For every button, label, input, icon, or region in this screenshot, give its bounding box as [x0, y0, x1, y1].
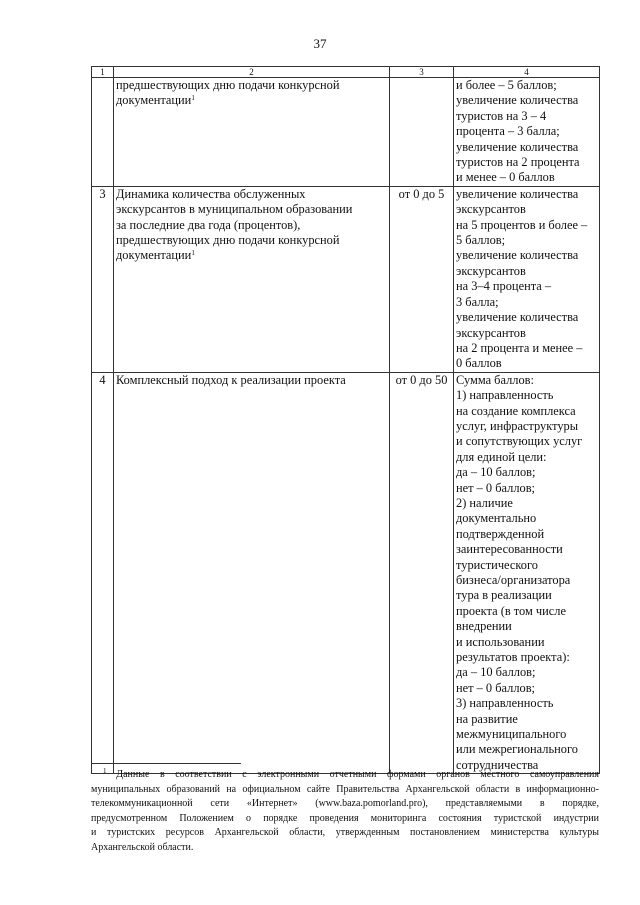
header-cell: 4 [454, 67, 600, 78]
scoring-line [456, 496, 597, 511]
scoring-line [456, 264, 597, 279]
footnote-line [91, 783, 599, 798]
scoring-line [456, 727, 597, 742]
footnote-line [91, 841, 599, 856]
scoring-line-text: на 5 процентов и более – [456, 217, 588, 232]
scoring-line-text: услуг, инфраструктуры [456, 418, 579, 433]
scoring-cell [454, 372, 600, 774]
scoring-line-text: и использовании [456, 634, 545, 649]
table-header-row [92, 67, 600, 78]
scoring-line-text: увеличение количества [456, 93, 579, 108]
scoring-line [456, 248, 597, 263]
scoring-line-text: результатов проекта): [456, 650, 570, 665]
scoring-line-text: и сопутствующих услуг [456, 434, 583, 449]
scoring-cell [454, 186, 600, 372]
scoring-line-text: 3) направленность [456, 696, 554, 711]
scoring-line-text: 0 баллов [456, 356, 502, 371]
scoring-line [456, 619, 597, 634]
footnote-line [91, 768, 599, 783]
scoring-line [456, 310, 597, 325]
footnote-line-text: предусмотренном Положением о порядке проведения мониторинга состояния туристской индустрии [91, 812, 599, 824]
row-number: 4 [92, 372, 114, 774]
scoring-line [456, 527, 597, 542]
footnote-line [91, 812, 599, 827]
scoring-line [456, 650, 597, 665]
header-cell: 2 [114, 67, 390, 78]
scoring-line [456, 326, 597, 341]
header-cell: 1 [92, 67, 114, 78]
scoring-line [456, 558, 597, 573]
scoring-line [456, 573, 597, 588]
scoring-line [456, 635, 597, 650]
scoring-line-text: нет – 0 баллов; [456, 680, 535, 695]
criterion-cell [114, 78, 390, 187]
criterion-line-text: Динамика количества обслуженных [116, 186, 306, 201]
scoring-line [456, 373, 597, 388]
scoring-line [456, 341, 597, 356]
header-cell: 3 [390, 67, 454, 78]
scoring-line [456, 202, 597, 217]
criterion-line [116, 93, 387, 108]
footnote-line-text: Архангельской области. [91, 841, 194, 853]
scoring-line [456, 450, 597, 465]
scoring-line [456, 542, 597, 557]
table-row [92, 372, 600, 774]
criterion-cell [114, 186, 390, 372]
page-number: 37 [313, 36, 327, 51]
scoring-line-text: 3 балла; [456, 294, 499, 309]
scoring-line-text: внедрении [456, 619, 512, 634]
scoring-line-text: на 2 процента и менее – [456, 340, 583, 355]
scoring-line-text: подтвержденной [456, 526, 545, 541]
row-number [92, 78, 114, 187]
scoring-line-text: туристов на 2 процента [456, 155, 580, 170]
scoring-line-text: туристического [456, 557, 538, 572]
scoring-line [456, 140, 597, 155]
criterion-cell [114, 372, 390, 774]
scoring-line-text: для единой цели: [456, 449, 547, 464]
footnote-line-text: муниципальных образований на официальном сайте Правительства Архангельской области в информационно- [91, 783, 599, 795]
footnote-line [91, 797, 599, 812]
scoring-line [456, 124, 597, 139]
criterion-line-text: за последние два года (процентов), [116, 217, 301, 232]
scoring-line [456, 604, 597, 619]
scoring-line-text: документально [456, 511, 537, 526]
criterion-line [116, 78, 387, 93]
footnote-separator [91, 763, 241, 764]
criterion-line [116, 202, 387, 217]
scoring-line [456, 481, 597, 496]
footnote-line-text: Данные в соответствии с электронными отчетными формами органов местного самоуправления [116, 769, 599, 780]
scoring-line [456, 93, 597, 108]
scoring-line [456, 665, 597, 680]
scoring-line [456, 78, 597, 93]
footnote-ref: 1 [191, 94, 195, 103]
scoring-line-text: туристов на 3 – 4 [456, 108, 547, 123]
scoring-line [456, 712, 597, 727]
scoring-line-text: нет – 0 баллов; [456, 480, 535, 495]
scoring-line-text: да – 10 баллов; [456, 465, 536, 480]
criterion-line-text: документации [116, 93, 192, 108]
scoring-line [456, 295, 597, 310]
scoring-line-text: межмуниципального [456, 727, 567, 742]
scoring-line [456, 742, 597, 757]
criterion-line [116, 187, 387, 202]
scoring-line [456, 279, 597, 294]
scoring-line-text: увеличение количества [456, 139, 579, 154]
footnote-line-text: и туристских ресурсов Архангельской области, утвержденным постановлением министерства культуры [91, 827, 599, 839]
scoring-line-text: на создание комплекса [456, 403, 576, 418]
criterion-line-text: предшествующих дню подачи конкурсной [116, 78, 340, 92]
scoring-line-text: тура в реализации [456, 588, 552, 603]
scoring-line-text: на развитие [456, 711, 518, 726]
scoring-line-text: увеличение количества [456, 186, 579, 201]
score-range-cell [390, 78, 454, 187]
scoring-line-text: и более – 5 баллов; [456, 78, 557, 92]
scoring-line-text: сотрудничества [456, 757, 539, 772]
scoring-line-text: заинтересованности [456, 542, 563, 557]
row-number: 3 [92, 186, 114, 372]
scoring-line [456, 681, 597, 696]
score-range-cell: от 0 до 5 [390, 186, 454, 372]
scoring-line-text: проекта (в том числе [456, 603, 566, 618]
scoring-line-text: 2) наличие [456, 495, 513, 510]
scoring-line-text: Сумма баллов: [456, 372, 534, 387]
scoring-line-text: 5 баллов; [456, 233, 506, 248]
scoring-line-text: экскурсантов [456, 263, 526, 278]
scoring-line [456, 404, 597, 419]
scoring-line [456, 388, 597, 403]
scoring-line-text: 1) направленность [456, 388, 554, 403]
footnote-ref: 1 [191, 249, 195, 258]
criterion-line [116, 248, 387, 263]
criterion-line-text: документации [116, 248, 192, 263]
scoring-line [456, 170, 597, 185]
criterion-line [116, 373, 387, 388]
scoring-line-text: экскурсантов [456, 202, 526, 217]
scoring-line [456, 434, 597, 449]
table-row [92, 186, 600, 372]
scoring-line [456, 218, 597, 233]
scoring-line [456, 155, 597, 170]
scoring-line-text: увеличение количества [456, 248, 579, 263]
scoring-line-text: да – 10 баллов; [456, 665, 536, 680]
scoring-line [456, 588, 597, 603]
scoring-line [456, 233, 597, 248]
criteria-table [91, 66, 600, 774]
footnote-marker: 1 [103, 767, 117, 775]
scoring-line-text: или межрегионального [456, 742, 578, 757]
scoring-line-text: экскурсантов [456, 325, 526, 340]
scoring-line [456, 696, 597, 711]
scoring-line-text: процента – 3 балла; [456, 124, 560, 139]
scoring-line-text: и менее – 0 баллов [456, 170, 555, 185]
scoring-line [456, 109, 597, 124]
scoring-line-text: бизнеса/организатора [456, 573, 571, 587]
criterion-line-text: Комплексный подход к реализации проекта [116, 372, 346, 387]
scoring-line [456, 511, 597, 526]
scoring-line [456, 356, 597, 371]
footnote-line-text: телекоммуникационной сети «Интернет» (www.baza.pomorland.pro), представляемыми в порядке, [91, 798, 599, 810]
scoring-line [456, 187, 597, 202]
criterion-line-text: предшествующих дню подачи конкурсной [116, 233, 340, 248]
scoring-line [456, 419, 597, 434]
footnote [91, 768, 599, 856]
footnote-line [91, 826, 599, 841]
criterion-line [116, 218, 387, 233]
scoring-line-text: на 3–4 процента – [456, 279, 552, 294]
scoring-line [456, 465, 597, 480]
table-row [92, 78, 600, 187]
scoring-cell [454, 78, 600, 187]
criterion-line [116, 233, 387, 248]
criterion-line-text: экскурсантов в муниципальном образовании [116, 202, 353, 217]
scoring-line-text: увеличение количества [456, 310, 579, 325]
score-range-cell: от 0 до 50 [390, 372, 454, 774]
